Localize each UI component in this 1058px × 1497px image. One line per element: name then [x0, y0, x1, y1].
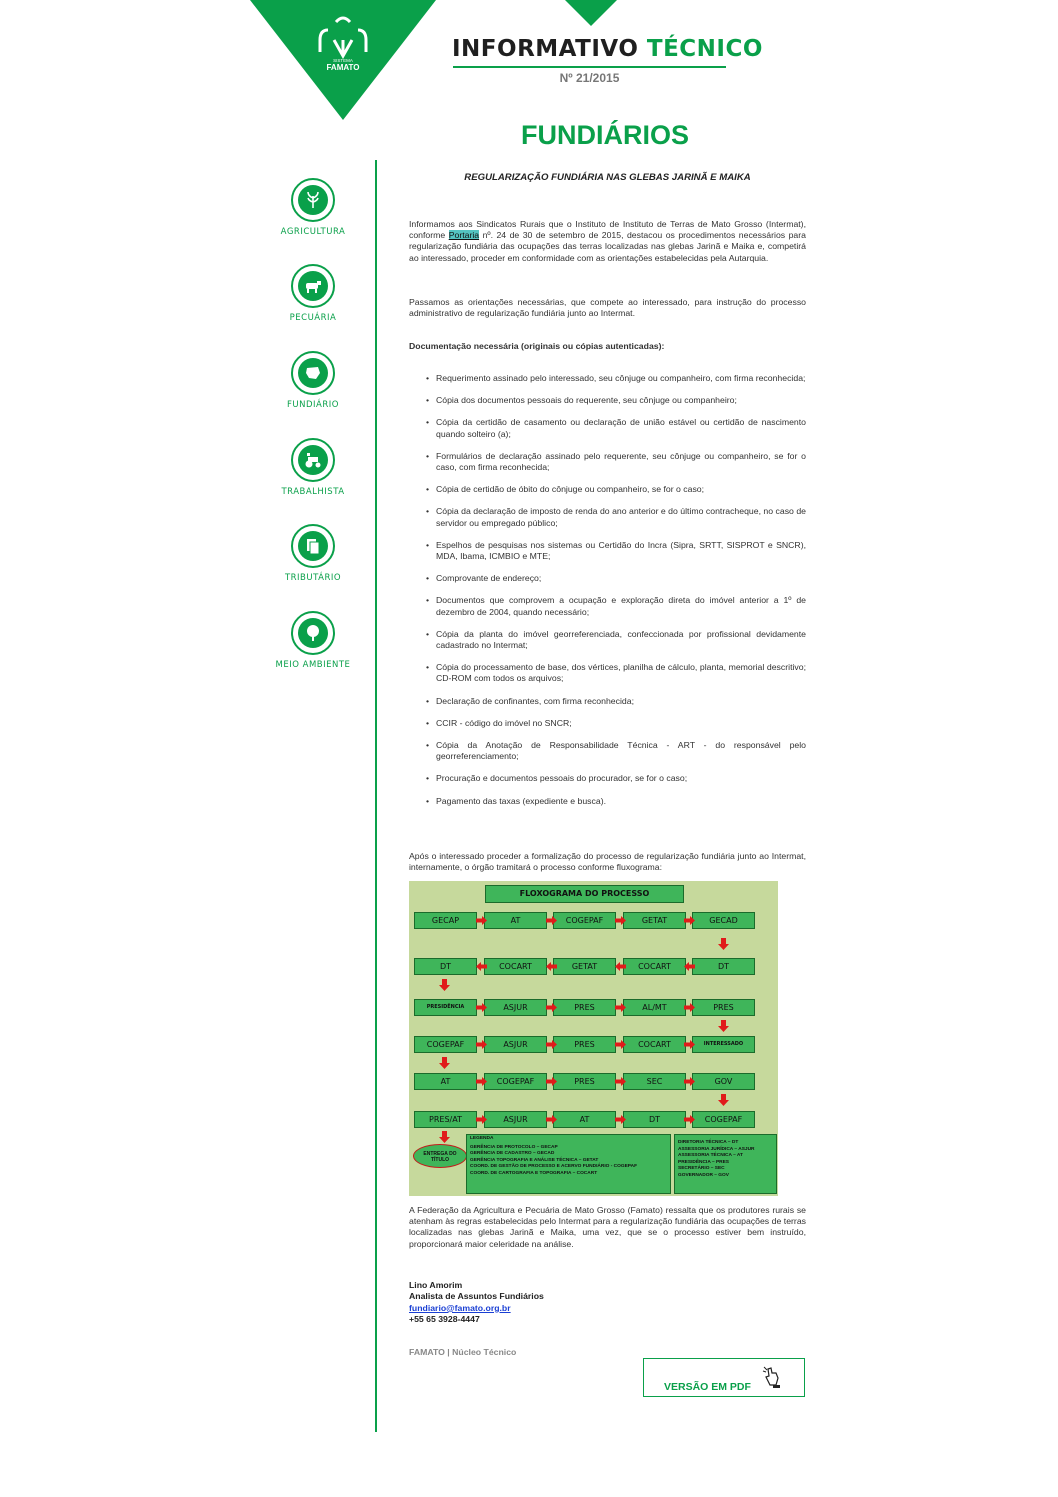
page-title	[452, 36, 763, 62]
document-item: • Comprovante de endereço;	[409, 573, 806, 584]
flow-step: COGEPAF	[414, 1036, 477, 1053]
signature-email-link[interactable]: fundiario@famato.org.br	[409, 1302, 511, 1313]
flow-step: GECAD	[692, 912, 755, 929]
flow-step: AT	[553, 1111, 616, 1128]
sidebar-item-meio-ambiente[interactable]	[268, 611, 358, 670]
legend-entry: DIRETORIA TÉCNICA – DT	[678, 1140, 739, 1145]
flow-step: PRES	[553, 1073, 616, 1090]
flow-step: DT	[623, 1111, 686, 1128]
end-title-delivery: ENTREGA DO TÍTULO	[413, 1144, 467, 1168]
document-item: • Cópia dos documentos pessoais do requerente, seu cônjuge ou companheiro;	[409, 395, 806, 406]
flow-step: COGEPAF	[484, 1073, 547, 1090]
tree-icon	[298, 618, 328, 648]
portaria-link[interactable]: Portaria	[448, 230, 480, 241]
paragraph-orientations: Passamos as orientações necessárias, que compete ao interessado, para instrução do processo administrativo de regularização fundiária junto ao Intermat.	[409, 297, 806, 319]
flow-step: GOV	[692, 1073, 755, 1090]
flow-arrow	[684, 1003, 695, 1012]
legend-entry: ASSESSORIA TÉCNICA – AT	[678, 1153, 743, 1159]
flow-step: DT	[692, 958, 755, 975]
flow-step: ASJUR	[484, 1036, 547, 1053]
flow-arrow	[546, 1077, 557, 1086]
header-logo-triangle	[250, 0, 436, 120]
document-item: • Documentos que comprovem a ocupação e exploração direta do imóvel anterior a 1º de dezembro de 2004, quando necessário;	[409, 595, 806, 617]
signature-block	[409, 1280, 544, 1326]
document-item: • Cópia de certidão de óbito do cônjuge ou companheiro, se for o caso;	[409, 484, 806, 495]
flow-arrow	[476, 1003, 487, 1012]
pdf-version-label: VERSÃO EM PDF	[664, 1381, 751, 1393]
flow-step: GECAP	[414, 912, 477, 929]
document-item: • Cópia da certidão de casamento ou declaração de união estável ou certidão de nascimento quando solteiro (a);	[409, 417, 806, 439]
legend-entry: GERÊNCIA TOPOGRAFIA E ANÁLISE TÉCNICA – GETAT	[470, 1157, 599, 1163]
flow-arrow	[684, 962, 695, 971]
legend-entry: GOVERNADOR – GOV	[678, 1172, 729, 1178]
brand-name: FAMATO	[326, 63, 360, 72]
documents-list	[409, 373, 806, 807]
flow-step: PRES/AT	[414, 1111, 477, 1128]
livestock-icon	[298, 271, 328, 301]
flow-arrow	[615, 1115, 626, 1124]
flow-step: SEC	[623, 1073, 686, 1090]
flow-step: COCART	[484, 958, 547, 975]
legend-entry: ASSESSORIA JURÍDICA – ASJUR	[678, 1146, 755, 1152]
flow-arrow	[476, 916, 487, 925]
flow-arrow	[718, 1094, 729, 1106]
flow-step: PRES	[553, 999, 616, 1016]
vertical-divider	[375, 160, 377, 1432]
sidebar-item-fundiario[interactable]	[268, 351, 358, 410]
flow-arrow	[684, 1040, 695, 1049]
sidebar-item-label: FUNDIÁRIO	[287, 400, 339, 410]
flow-arrow	[439, 979, 450, 991]
paragraph-closing: A Federação da Agricultura e Pecuária de Mato Grosso (Famato) ressalta que os produtores rurais se atenham às regras estabelecidas pelo Intermat para a regularização fundiária das ocupações de terras localizadas nas glebas Jarinã e Maika, uma vez, que se o processo estiver bem instruído, proporcionará maior celeridade na análise.	[409, 1205, 806, 1249]
flow-step: ASJUR	[484, 1111, 547, 1128]
click-hand-icon	[762, 1365, 784, 1391]
sidebar-item-trabalhista[interactable]	[268, 438, 358, 497]
flow-step: PRESIDÊNCIA	[414, 999, 477, 1016]
document-item: • Cópia da declaração de imposto de renda do ano anterior e do último contracheque, no caso de servidor ou empregado público;	[409, 506, 806, 528]
signature-phone: +55 65 3928-4447	[409, 1314, 480, 1325]
flow-step: COCART	[623, 958, 686, 975]
pdf-version-button[interactable]	[643, 1358, 805, 1397]
title-tecnico: TÉCNICO	[646, 36, 763, 62]
legend-entry: COORD. DE CARTOGRAFIA E TOPOGRAFIA – COCART	[470, 1170, 598, 1176]
land-icon	[298, 358, 328, 388]
sidebar-item-tributario[interactable]	[268, 524, 358, 583]
document-item: • Espelhos de pesquisas nos sistemas ou Certidão do Incra (Sipra, SRTT, SISPROT e SNCR), MDA, Ibama, ICMBIO e MTE;	[409, 540, 806, 562]
legend-entry: GERÊNCIA DE CADASTRO – GECAD	[470, 1151, 555, 1157]
flow-arrow	[718, 938, 729, 950]
issue-number: Nº 21/2015	[559, 71, 620, 85]
intro-paragraph: Informamos aos Sindicatos Rurais que o Instituto de Instituto de Terras de Mato Grosso (Intermat), conforme Portaria nº. 24 de 30 de setembro de 2015, destacou os procedimentos necessários para regularização fundiária das ocupações das terras localizadas nas glebas Jarinã e Maika e, competirá ao interessado, proceder em conformidade com as orientações estabelecidas pela Autarquia.	[409, 219, 806, 263]
legend-title: LEGENDA	[470, 1136, 494, 1141]
flow-arrow	[476, 1115, 487, 1124]
flow-arrow	[546, 962, 557, 971]
sidebar-item-label: TRABALHISTA	[281, 487, 345, 497]
flow-arrow	[546, 1040, 557, 1049]
flow-step: GETAT	[553, 958, 616, 975]
flow-arrow	[439, 1057, 450, 1069]
legend-left	[466, 1134, 671, 1194]
flow-step: ASJUR	[484, 999, 547, 1016]
flow-arrow	[546, 1115, 557, 1124]
legend-right	[674, 1134, 777, 1194]
document-item: • Declaração de confinantes, com firma reconhecida;	[409, 696, 806, 707]
flow-arrow	[476, 1077, 487, 1086]
legend-entry: COORD. DE GESTÃO DE PROCESSO E ACERVO FUNDIÁRIO - COGEPAF	[470, 1164, 638, 1170]
flow-step: COCART	[623, 1036, 686, 1053]
flow-step: AT	[484, 912, 547, 929]
flow-step: AL/MT	[623, 999, 686, 1016]
legend-entry: PRESIDÊNCIA – PRES	[678, 1159, 730, 1165]
flow-step: INTERESSADO	[692, 1036, 755, 1053]
sidebar-item-label: PECUÁRIA	[289, 313, 337, 323]
brand-top: SISTEMA	[333, 58, 353, 63]
document-item: • CCIR - código do imóvel no SNCR;	[409, 718, 806, 729]
section-title: FUNDIÁRIOS	[521, 120, 689, 150]
flow-arrow	[684, 1077, 695, 1086]
document-item: • Pagamento das taxas (expediente e busca).	[409, 796, 806, 807]
sidebar-item-label: MEIO AMBIENTE	[275, 660, 351, 670]
document-item: • Procuração e documentos pessoais do procurador, se for o caso;	[409, 773, 806, 784]
flow-arrow	[615, 1040, 626, 1049]
sidebar-item-label: TRIBUTÁRIO	[284, 573, 342, 583]
flow-arrow	[546, 1003, 557, 1012]
documents-heading: Documentação necessária (originais ou cópias autenticadas):	[409, 341, 665, 351]
agriculture-icon	[298, 185, 328, 215]
signature-name: Lino Amorim	[409, 1280, 463, 1290]
legend-entry: SECRETÁRIO – SEC	[678, 1166, 725, 1172]
flow-step: PRES	[692, 999, 755, 1016]
flow-step: PRES	[553, 1036, 616, 1053]
documents-icon	[298, 531, 328, 561]
footer-org: FAMATO | Núcleo Técnico	[409, 1347, 517, 1357]
sidebar-item-agricultura[interactable]	[268, 178, 358, 237]
flow-arrow	[476, 962, 487, 971]
legend-entry: GERÊNCIA DE PROTOCOLO – GECAP	[470, 1144, 558, 1150]
document-item: • Cópia do processamento de base, dos vértices, planilha de cálculo, planta, memorial descritivo; CD-ROM com todos os arquivos;	[409, 662, 806, 684]
document-item: • Formulários de declaração assinado pelo requerente, seu cônjuge ou companheiro, se for o caso, com firma reconhecida;	[409, 451, 806, 473]
document-item: • Cópia da planta do imóvel georreferenciada, confeccionada por profissional devidamente cadastrado no Intermat;	[409, 629, 806, 651]
flow-step: GETAT	[623, 912, 686, 929]
article-subtitle: REGULARIZAÇÃO FUNDIÁRIA NAS GLEBAS JARINÃ E MAIKA	[464, 172, 751, 183]
sidebar-item-label: AGRICULTURA	[280, 227, 346, 237]
document-item: • Cópia da Anotação de Responsabilidade Técnica - ART - do responsável pelo georreferenciamento;	[409, 740, 806, 762]
flow-step: DT	[414, 958, 477, 975]
header-small-triangle	[565, 0, 617, 26]
flow-arrow	[476, 1040, 487, 1049]
flow-step: AT	[414, 1073, 477, 1090]
sidebar-item-pecuaria[interactable]	[268, 264, 358, 323]
flow-step: COGEPAF	[692, 1111, 755, 1128]
flow-arrow	[615, 1003, 626, 1012]
flow-arrow	[439, 1131, 450, 1143]
flow-arrow	[718, 1020, 729, 1032]
flow-arrow	[615, 916, 626, 925]
process-flowchart	[409, 881, 778, 1196]
paragraph-flowchart-intro: Após o interessado proceder a formalização do processo de regularização fundiária junto ao Intermat, internamente, o órgão tramitará o processo conforme fluxograma:	[409, 851, 806, 873]
signature-role: Analista de Assuntos Fundiários	[409, 1291, 544, 1302]
flow-arrow	[615, 962, 626, 971]
title-underline	[453, 66, 726, 68]
tractor-icon	[298, 445, 328, 475]
flowchart-title: FLOXOGRAMA DO PROCESSO	[485, 885, 684, 903]
flow-arrow	[615, 1077, 626, 1086]
flow-arrow	[684, 1115, 695, 1124]
title-informativo: INFORMATIVO	[452, 36, 639, 62]
document-item: • Requerimento assinado pelo interessado, seu cônjuge ou companheiro, com firma reconhecida;	[409, 373, 806, 384]
flow-step: COGEPAF	[553, 912, 616, 929]
flow-arrow	[546, 916, 557, 925]
documents-list-container	[409, 373, 806, 818]
flow-arrow	[684, 916, 695, 925]
